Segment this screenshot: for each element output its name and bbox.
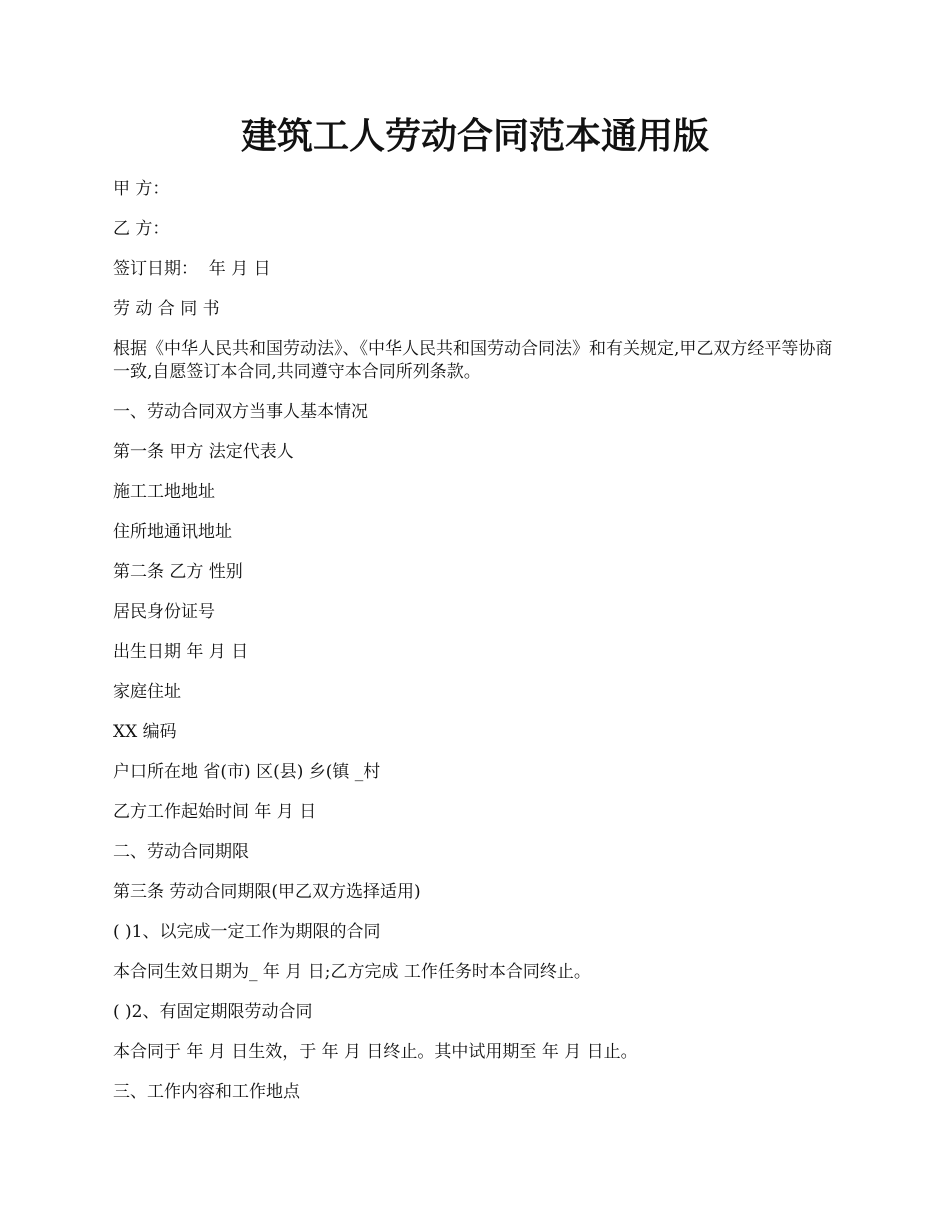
document-body	[113, 178, 833, 1121]
option-2-detail: 本合同于 年 月 日生效，于 年 月 日终止。其中试用期至 年 月 日止。	[113, 1042, 638, 1062]
option-2-line: ( )2、有固定期限劳动合同	[113, 1002, 313, 1022]
birth-date-line: 出生日期 年 月 日	[113, 642, 249, 662]
section-3-heading: 三、工作内容和工作地点	[113, 1082, 300, 1102]
household-registration-line: 户口所在地 省(市) 区(县) 乡(镇 _村	[113, 762, 381, 782]
document-title: 建筑工人劳动合同范本通用版	[240, 115, 709, 157]
section-1-heading: 一、劳动合同双方当事人基本情况	[113, 402, 368, 422]
section-2-heading: 二、劳动合同期限	[113, 842, 249, 862]
article-3-line: 第三条 劳动合同期限(甲乙双方选择适用)	[113, 882, 421, 902]
party-b-line: 乙 方：	[113, 219, 170, 239]
article-1-line: 第一条 甲方 法定代表人	[113, 442, 294, 462]
home-address-line: 家庭住址	[113, 682, 181, 702]
contract-heading: 劳 动 合 同 书	[113, 299, 220, 319]
site-address-line: 施工工地地址	[113, 482, 215, 502]
signing-date-line: 签订日期： 年 月 日	[113, 259, 271, 279]
party-a-line: 甲 方：	[113, 179, 170, 199]
option-1-line: ( )1、以完成一定工作为期限的合同	[113, 922, 381, 942]
option-1-detail: 本合同生效日期为_ 年 月 日;乙方完成 工作任务时本合同终止。	[113, 962, 591, 982]
preamble-paragraph: 根据《中华人民共和国劳动法》、《中华人民共和国劳动合同法》和有关规定,甲乙双方经平等协商一致,自愿签订本合同,共同遵守本合同所列条款。	[113, 339, 833, 382]
mailing-address-line: 住所地通讯地址	[113, 522, 232, 542]
postal-code-line: XX 编码	[113, 722, 177, 742]
article-2-line: 第二条 乙方 性别	[113, 562, 243, 582]
start-date-line: 乙方工作起始时间 年 月 日	[113, 802, 317, 822]
id-number-line: 居民身份证号	[113, 602, 215, 622]
